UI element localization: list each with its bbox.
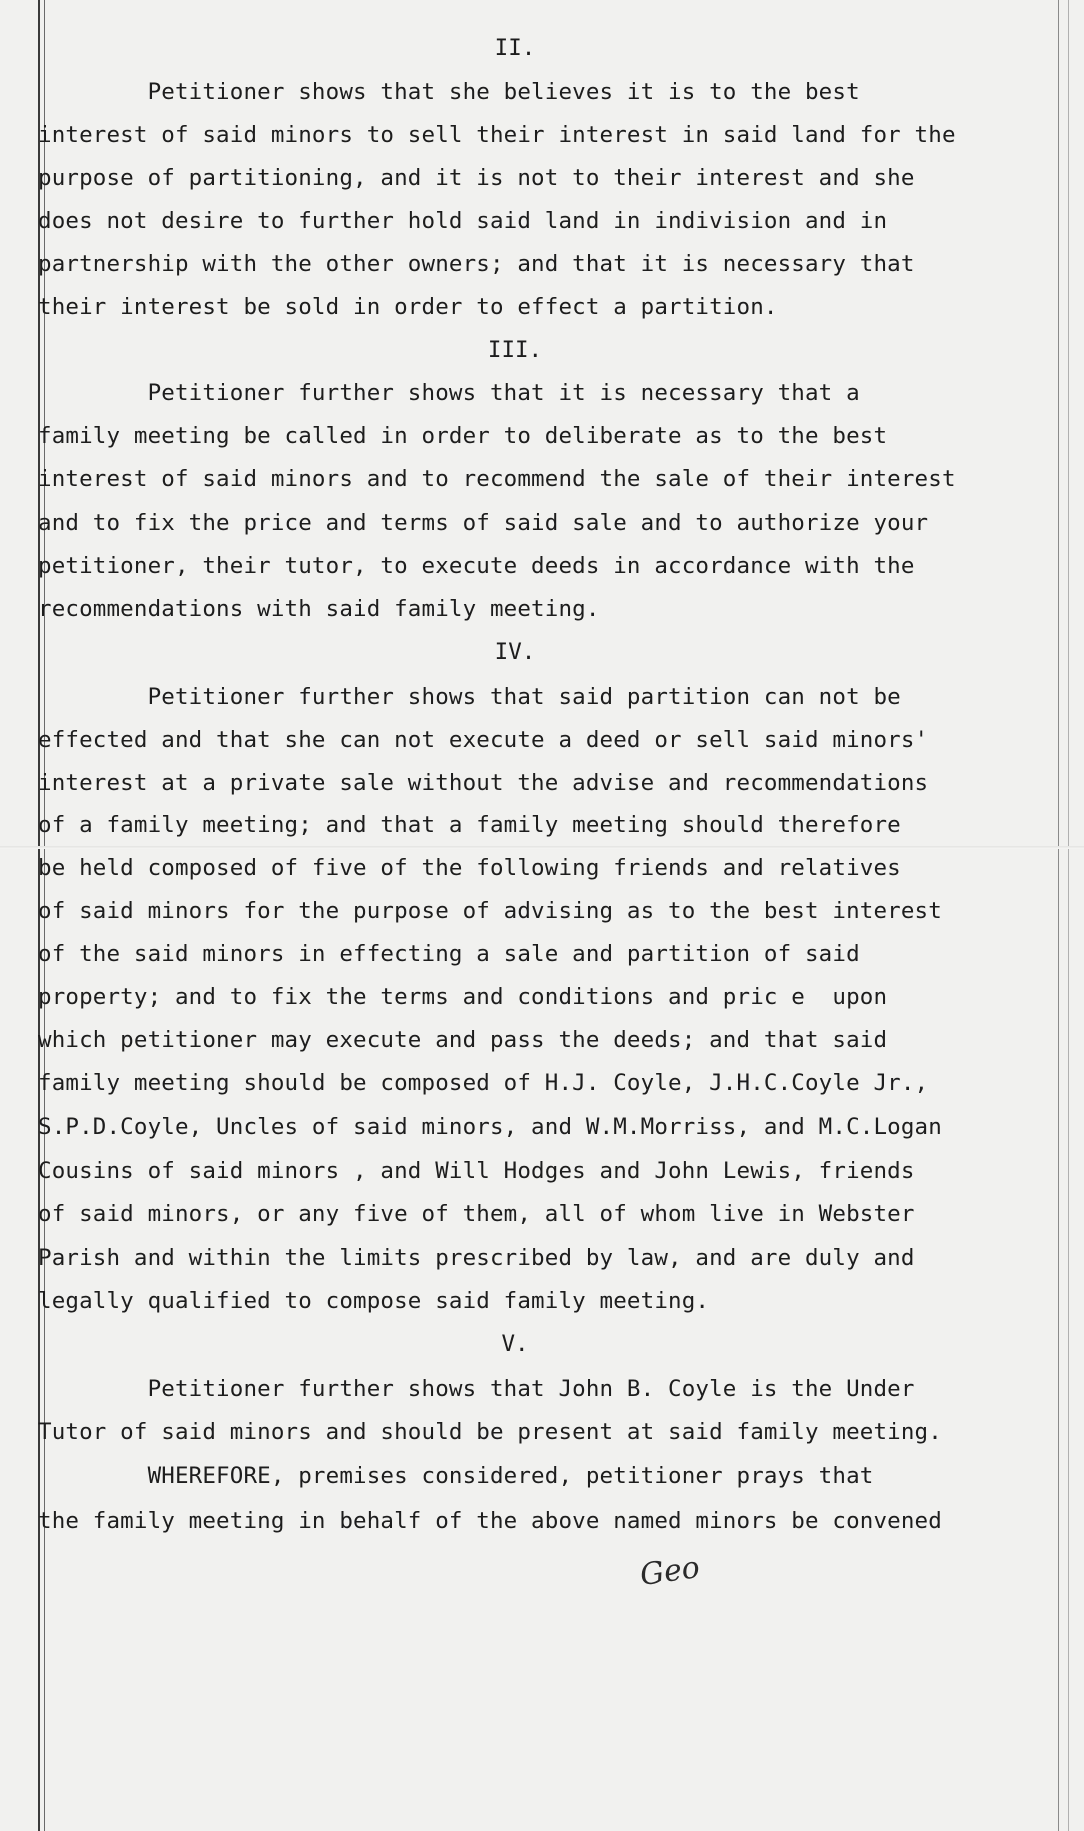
section-heading-v: V. xyxy=(501,1331,529,1357)
text-line: recommendations with said family meeting. xyxy=(38,596,600,622)
right-margin-rule-outer xyxy=(1068,0,1069,1831)
right-margin-rule xyxy=(1058,0,1059,1831)
text-line: of the said minors in effecting a sale and partition of said xyxy=(38,941,860,967)
text-line: partnership with the other owners; and that it is necessary that xyxy=(38,251,915,277)
text-line: interest at a private sale without the advise and recommendations xyxy=(38,770,929,796)
text-line: property; and to fix the terms and conditions and pric e upon xyxy=(38,984,888,1010)
handwritten-annotation: Geo xyxy=(637,1550,702,1593)
text-line: does not desire to further hold said land in indivision and in xyxy=(38,208,888,234)
text-line: be held composed of five of the following friends and relatives xyxy=(38,855,901,881)
text-line: of said minors, or any five of them, all of whom live in Webster xyxy=(38,1201,915,1227)
text-line: interest of said minors to sell their interest in said land for the xyxy=(38,122,956,148)
paper-fold xyxy=(0,846,1084,849)
text-line: and to fix the price and terms of said sale and to authorize your xyxy=(38,510,929,536)
text-line: the family meeting in behalf of the above named minors be convened xyxy=(38,1508,942,1534)
text-line: which petitioner may execute and pass the deeds; and that said xyxy=(38,1027,888,1053)
text-line: legally qualified to compose said family meeting. xyxy=(38,1288,710,1314)
text-line: S.P.D.Coyle, Uncles of said minors, and W.M.Morriss, and M.C.Logan xyxy=(38,1114,942,1140)
text-line: their interest be sold in order to effect a partition. xyxy=(38,294,778,320)
text-line: purpose of partitioning, and it is not to their interest and she xyxy=(38,165,915,191)
text-line: of said minors for the purpose of advising as to the best interest xyxy=(38,898,942,924)
text-line: family meeting be called in order to deliberate as to the best xyxy=(38,423,888,449)
section-heading-ii: II. xyxy=(494,35,536,61)
text-line: WHEREFORE, premises considered, petitioner prays that xyxy=(38,1463,874,1489)
text-line: Petitioner further shows that it is necessary that a xyxy=(38,380,860,406)
text-line: Petitioner further shows that John B. Coyle is the Under xyxy=(38,1376,915,1402)
section-heading-iv: IV. xyxy=(494,639,536,665)
text-line: Parish and within the limits prescribed by law, and are duly and xyxy=(38,1245,915,1271)
text-line: Petitioner shows that she believes it is to the best xyxy=(38,79,860,105)
section-heading-iii: III. xyxy=(487,337,543,363)
text-line: of a family meeting; and that a family meeting should therefore xyxy=(38,812,901,838)
text-line: effected and that she can not execute a deed or sell said minors' xyxy=(38,727,929,753)
text-line: family meeting should be composed of H.J. Coyle, J.H.C.Coyle Jr., xyxy=(38,1070,929,1096)
text-line: Tutor of said minors and should be present at said family meeting. xyxy=(38,1419,942,1445)
text-line: petitioner, their tutor, to execute deeds in accordance with the xyxy=(38,553,915,579)
text-line: Petitioner further shows that said partition can not be xyxy=(38,684,901,710)
text-line: Cousins of said minors , and Will Hodges and John Lewis, friends xyxy=(38,1158,915,1184)
text-line: interest of said minors and to recommend the sale of their interest xyxy=(38,466,956,492)
